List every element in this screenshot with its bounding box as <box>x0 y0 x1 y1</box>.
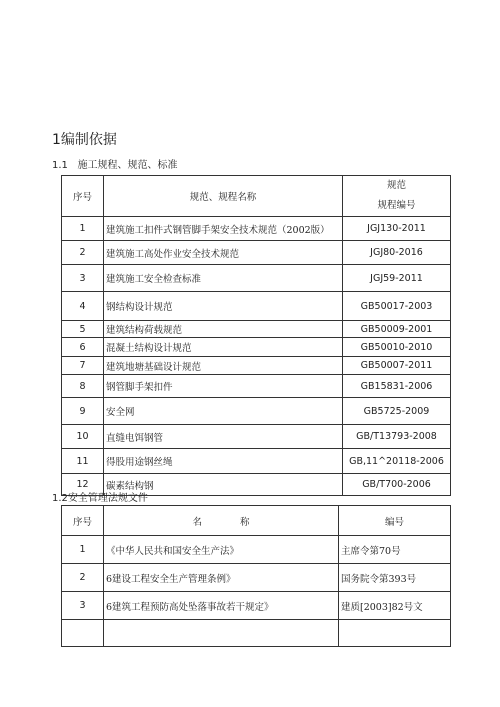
header-code-line2: 规程编号 <box>377 200 416 211</box>
header-code: 编号 <box>339 506 451 536</box>
header-name: 名 称 <box>104 506 339 536</box>
table-row <box>62 217 451 241</box>
table-row <box>62 321 451 338</box>
header-code-line1: 规范 <box>386 180 406 191</box>
row-number: 1 <box>62 217 104 241</box>
row-code: JGJ130-2011 <box>343 217 451 241</box>
row-number: 1 <box>62 536 104 564</box>
row-number: 2 <box>62 241 104 265</box>
regulations-table <box>61 505 451 647</box>
table-header-row <box>62 176 451 217</box>
row-number: 11 <box>62 449 104 474</box>
row-code: JGJ59-2011 <box>343 265 451 292</box>
row-name: 安全网 <box>104 398 343 425</box>
row-number: 2 <box>62 564 104 592</box>
row-code: GB/T700-2006 <box>343 474 451 496</box>
row-name: 6建筑工程预防高处坠落事故若干规定》 <box>104 592 339 620</box>
section-1-1-title <box>52 156 177 171</box>
standards-table <box>61 175 451 496</box>
row-code: GB50010-2010 <box>343 338 451 357</box>
row-name: 建筑地塘基础设计规范 <box>104 357 343 375</box>
header-name: 规范、规程名称 <box>104 176 343 217</box>
section-1-2-title <box>52 489 148 504</box>
row-name: 建筑施工高处作业安全技术规范 <box>104 241 343 265</box>
row-number: 8 <box>62 375 104 398</box>
row-code: GB5725-2009 <box>343 398 451 425</box>
section-title: 施工规程、规范、标准 <box>77 160 178 171</box>
header-number: 序号 <box>62 506 104 536</box>
table-row <box>62 425 451 449</box>
row-code: GB,11^20118-2006 <box>343 449 451 474</box>
table-row <box>62 536 451 564</box>
table-row <box>62 292 451 321</box>
row-name: 钢管脚手架扣件 <box>104 375 343 398</box>
row-code: 建质[2003]82号文 <box>339 592 451 620</box>
table-row <box>62 241 451 265</box>
table-row <box>62 398 451 425</box>
page-heading: 1编制依据 <box>52 132 117 148</box>
header-code <box>343 176 451 217</box>
row-code: JGJ80-2016 <box>343 241 451 265</box>
table-row <box>62 338 451 357</box>
table-row <box>62 265 451 292</box>
row-number: 9 <box>62 398 104 425</box>
table-row <box>62 449 451 474</box>
row-number: 10 <box>62 425 104 449</box>
row-name: 碳素结构钢 <box>104 474 343 496</box>
row-name: 6建设工程安全生产管理条例》 <box>104 564 339 592</box>
table-row <box>62 375 451 398</box>
section-number: 1.1 <box>52 160 68 171</box>
row-number: 6 <box>62 338 104 357</box>
row-code <box>339 620 451 647</box>
row-number: 3 <box>62 265 104 292</box>
row-name <box>104 620 339 647</box>
table-header-row <box>62 506 451 536</box>
row-name: 建筑结构荷载规范 <box>104 321 343 338</box>
row-number: 4 <box>62 292 104 321</box>
section-number: 1.2 <box>52 493 68 504</box>
table-row <box>62 592 451 620</box>
table-row <box>62 357 451 375</box>
row-code: GB50017-2003 <box>343 292 451 321</box>
section-title: 安全管理法规文件 <box>67 493 148 504</box>
table-row <box>62 564 451 592</box>
row-name: 混凝土结构设计规范 <box>104 338 343 357</box>
row-code: 国务院令第393号 <box>339 564 451 592</box>
row-name: 建筑施工安全检查标准 <box>104 265 343 292</box>
row-name: 《中华人民共和国安全生产法》 <box>104 536 339 564</box>
row-name: 直缝电饵钢管 <box>104 425 343 449</box>
row-number <box>62 620 104 647</box>
row-code: GB50007-2011 <box>343 357 451 375</box>
row-name: 得股用途钢丝绳 <box>104 449 343 474</box>
row-number: 3 <box>62 592 104 620</box>
row-number: 7 <box>62 357 104 375</box>
row-code: GB/T13793-2008 <box>343 425 451 449</box>
row-name: 建筑施工扣件式钢管脚手架安全技术规范（2002版） <box>104 217 343 241</box>
row-code: GB50009-2001 <box>343 321 451 338</box>
table-row <box>62 620 451 647</box>
row-number: 12 <box>62 474 104 496</box>
row-code: GB15831-2006 <box>343 375 451 398</box>
row-code: 主席令第70号 <box>339 536 451 564</box>
row-number: 5 <box>62 321 104 338</box>
row-name: 钢结构设计规范 <box>104 292 343 321</box>
header-number: 序号 <box>62 176 104 217</box>
